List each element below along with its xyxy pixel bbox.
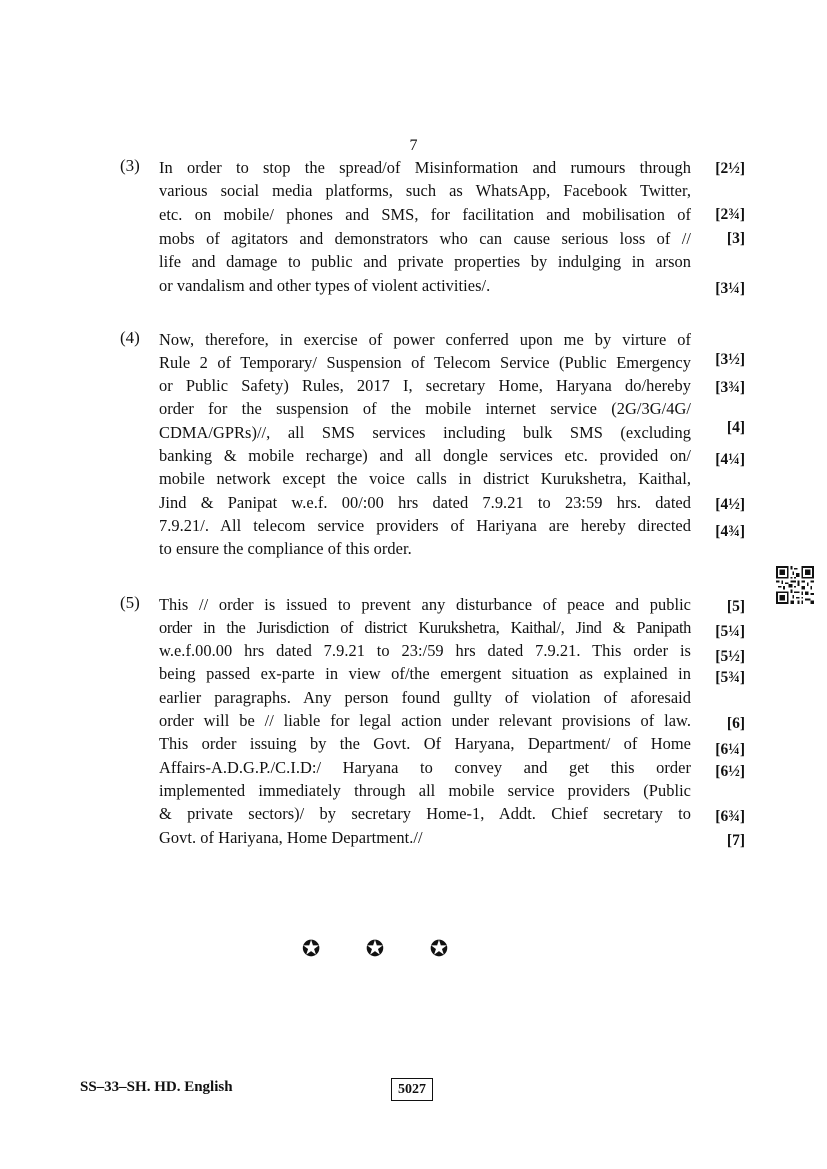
- line-marker: [6¾]: [715, 808, 745, 825]
- paragraph-number: (4): [120, 328, 140, 347]
- paragraph-line: This // order is issued to prevent any disturbance of peace and public: [159, 595, 691, 614]
- line-marker: [4]: [726, 419, 745, 436]
- qr-code-icon: [776, 566, 814, 604]
- paragraph-line: 7.9.21/. All telecom service providers of Hariyana are hereby directed: [159, 516, 691, 535]
- line-marker: [6½]: [715, 763, 745, 780]
- paragraph-line: mobile network except the voice calls in district Kurukshetra, Kaithal,: [159, 469, 691, 488]
- line-marker: [6¼]: [715, 741, 745, 758]
- paragraph-line: to ensure the compliance of this order.: [159, 539, 412, 558]
- paper-code: SS–33–SH. HD. English: [80, 1079, 233, 1095]
- paragraph-number: (3): [120, 156, 140, 175]
- line-marker: [5]: [726, 598, 745, 615]
- line-marker: [3½]: [715, 351, 745, 368]
- paragraph-line: w.e.f.00.00 hrs dated 7.9.21 to 23:/59 hrs dated 7.9.21. This order is: [159, 641, 691, 660]
- paragraph-line: or vandalism and other types of violent activities/.: [159, 276, 491, 295]
- line-marker: [6]: [726, 715, 745, 732]
- line-marker: [3¾]: [715, 379, 745, 396]
- line-marker: [2¾]: [715, 206, 745, 223]
- line-marker: [3¼]: [715, 280, 745, 297]
- paragraph-line: earlier paragraphs. Any person found gullty of violation of aforesaid: [159, 688, 691, 707]
- star-icon: ✪: [429, 936, 469, 961]
- paragraph-line: mobs of agitators and demonstrators who can cause serious loss of //: [159, 229, 691, 248]
- paragraph-number: (5): [120, 593, 140, 612]
- paragraph-line: various social media platforms, such as WhatsApp, Facebook Twitter,: [159, 181, 691, 200]
- line-marker: [5¼]: [715, 623, 745, 640]
- paragraph-line: Jind & Panipat w.e.f. 00/:00 hrs dated 7.9.21 to 23:59 hrs. dated: [159, 493, 691, 512]
- line-marker: [2½]: [715, 160, 745, 177]
- paragraph-line: order in the Jurisdiction of district Kurukshetra, Kaithal/, Jind & Panipath: [159, 618, 691, 637]
- line-marker: [3]: [726, 230, 745, 247]
- line-marker: [5¾]: [715, 669, 745, 686]
- end-of-paper-stars: [0, 936, 770, 962]
- paragraph-line: being passed ex-parte in view of/the emergent situation as explained in: [159, 664, 691, 683]
- star-icon: ✪: [301, 936, 341, 961]
- line-marker: [4½]: [715, 496, 745, 513]
- line-marker: [4¼]: [715, 451, 745, 468]
- paragraph-line: Affairs-A.D.G.P./C.I.D:/ Haryana to convey and get this order: [159, 758, 691, 777]
- paragraph-line: or Public Safety) Rules, 2017 I, secretary Home, Haryana do/hereby: [159, 376, 691, 395]
- paragraph-line: This order issuing by the Govt. Of Haryana, Department/ of Home: [159, 734, 691, 753]
- paragraph-line: Govt. of Hariyana, Home Department.//: [159, 828, 423, 847]
- paragraph-line: order will be // liable for legal action under relevant provisions of law.: [159, 711, 691, 730]
- paragraph-line: implemented immediately through all mobile service providers (Public: [159, 781, 691, 800]
- paper-number-box: 5027: [391, 1078, 433, 1101]
- paragraph-line: In order to stop the spread/of Misinformation and rumours through: [159, 158, 691, 177]
- paragraph-line: Now, therefore, in exercise of power conferred upon me by virture of: [159, 330, 691, 349]
- line-marker: [5½]: [715, 648, 745, 665]
- paragraph-line: order for the suspension of the mobile internet service (2G/3G/4G/: [159, 399, 691, 418]
- line-marker: [7]: [726, 832, 745, 849]
- paragraph-line: etc. on mobile/ phones and SMS, for facilitation and mobilisation of: [159, 205, 691, 224]
- paragraph-line: life and damage to public and private properties by indulging in arson: [159, 252, 691, 271]
- paragraph-line: Rule 2 of Temporary/ Suspension of Telecom Service (Public Emergency: [159, 353, 691, 372]
- page-number: 7: [409, 137, 418, 154]
- paragraph-line: banking & mobile recharge) and all dongle services etc. provided on/: [159, 446, 691, 465]
- star-icon: ✪: [365, 936, 405, 961]
- paragraph-line: CDMA/GPRs)//, all SMS services including bulk SMS (excluding: [159, 423, 691, 442]
- paragraph-line: & private sectors)/ by secretary Home-1, Addt. Chief secretary to: [159, 804, 691, 823]
- line-marker: [4¾]: [715, 523, 745, 540]
